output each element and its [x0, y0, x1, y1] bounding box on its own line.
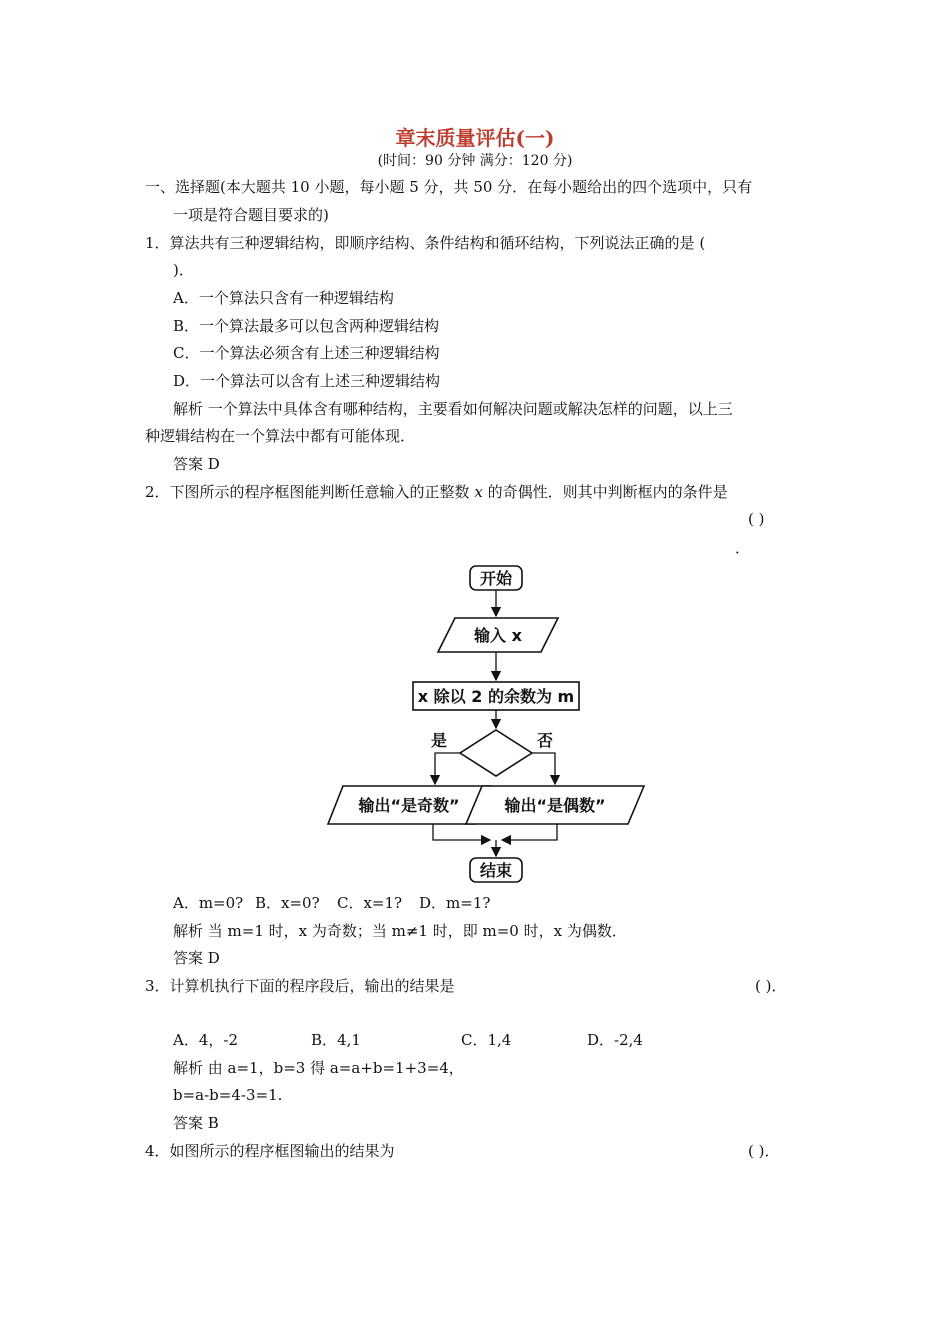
exam-info: (时间：90 分钟 满分：120 分): [377, 153, 573, 169]
flow-output-odd-label: 输出“是奇数”: [358, 796, 460, 815]
q2-answer-paren: ( ): [748, 510, 765, 528]
flowchart: [325, 562, 645, 890]
q2-analysis: 解析 当 m=1 时，x 为奇数；当 m≠1 时，即 m=0 时，x 为偶数．: [173, 922, 627, 940]
flow-start-label: 开始: [479, 569, 513, 588]
flow-end-label: 结束: [479, 861, 513, 880]
q1-option-c: C．一个算法必须含有上述三种逻辑结构: [173, 344, 440, 362]
section-heading-cont: 一项是符合题目要求的): [173, 206, 329, 224]
q2-stem: 2．下图所示的程序框图能判断任意输入的正整数 x 的奇偶性．则其中判断框内的条件是: [145, 483, 728, 501]
q3-option-b: B．4,1: [311, 1031, 361, 1049]
q2-options: [173, 893, 773, 913]
q4-answer-paren: ( )．: [748, 1142, 780, 1160]
flow-yes-label: 是: [430, 731, 448, 750]
q1-option-b: B．一个算法最多可以包含两种逻辑结构: [173, 317, 440, 335]
q3-answer: 答案 B: [173, 1114, 219, 1132]
q3-options: [173, 1030, 773, 1050]
q1-analysis-cont: 种逻辑结构在一个算法中都有可能体现．: [145, 427, 416, 445]
q3-answer-paren: ( )．: [755, 977, 787, 995]
q4-stem: 4．如图所示的程序框图输出的结果为: [145, 1142, 395, 1160]
q1-option-a: A．一个算法只含有一种逻辑结构: [173, 289, 394, 307]
q2-answer: 答案 D: [173, 949, 220, 967]
q3-option-d: D．-2,4: [587, 1031, 643, 1049]
q3-stem: 3．计算机执行下面的程序段后，输出的结果是: [145, 977, 455, 995]
q2-option-d: D．m=1?: [419, 894, 491, 912]
flow-decision-box: [460, 730, 532, 776]
q3-analysis-cont: b=a-b=4-3=1.: [173, 1086, 283, 1104]
q2-option-c: C．x=1?: [337, 894, 403, 912]
q1-answer: 答案 D: [173, 455, 220, 473]
q2-dot: ．: [735, 539, 751, 557]
flow-no-label: 否: [536, 731, 554, 750]
q1-option-d: D．一个算法可以含有上述三种逻辑结构: [173, 372, 441, 390]
q1-stem: 1．算法共有三种逻辑结构，即顺序结构、条件结构和循环结构，下列说法正确的是 (: [145, 234, 706, 252]
q3-option-a: A．4，-2: [173, 1031, 238, 1049]
page-title: 章末质量评估(一): [395, 126, 555, 150]
q3-analysis: 解析 由 a=1，b=3 得 a=a+b=1+3=4，: [173, 1059, 464, 1077]
section-heading: 一、选择题(本大题共 10 小题，每小题 5 分，共 50 分．在每小题给出的四个选项中，只有: [145, 178, 753, 196]
q3-option-c: C．1,4: [461, 1031, 512, 1049]
q1-analysis: 解析 一个算法中具体含有哪种结构，主要看如何解决问题或解决怎样的问题，以上三: [173, 400, 733, 418]
flow-process-label: x 除以 2 的余数为 m: [417, 687, 575, 706]
flow-output-even-label: 输出“是偶数”: [504, 796, 606, 815]
q1-stem-cont: )．: [173, 261, 194, 279]
q2-option-b: B．x=0?: [255, 894, 320, 912]
q2-option-a: A．m=0?: [173, 894, 244, 912]
flow-input-label: 输入 x: [474, 626, 522, 645]
